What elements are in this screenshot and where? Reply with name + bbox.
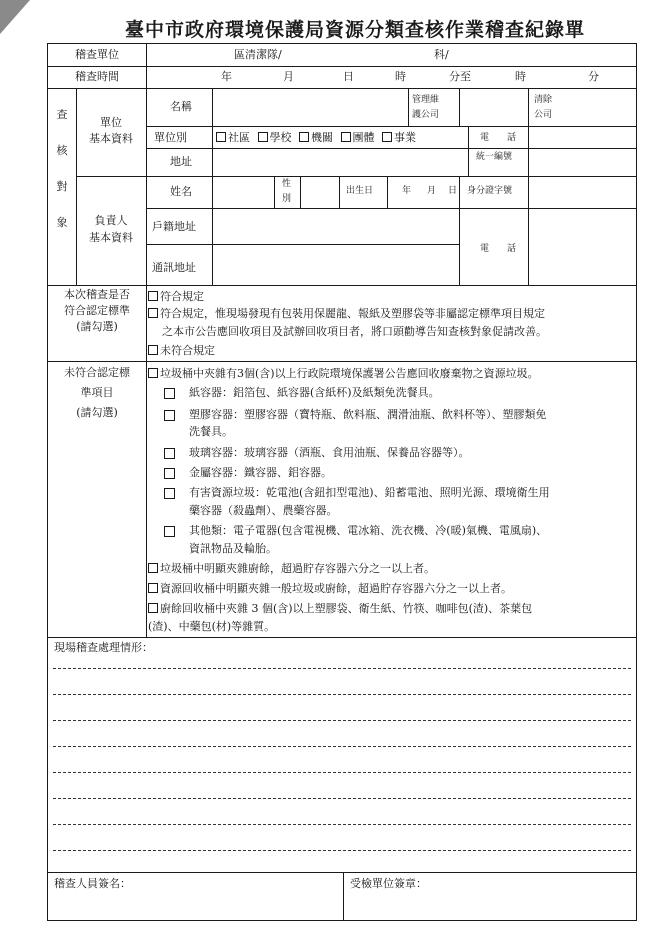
time-label: 稽查時間	[75, 70, 119, 83]
rule-v-addr	[212, 148, 213, 176]
unit-category-label: 單位別	[154, 131, 187, 144]
compliance-label-1: 本次稽查是否	[64, 288, 130, 301]
rule-v-mgmt-left	[408, 88, 409, 126]
subject-side-char-4: 象	[56, 216, 68, 229]
rule-label-col	[146, 44, 147, 285]
unit-team-text: 區清潔隊/	[234, 48, 282, 61]
id-number-label: 身分證字號	[467, 186, 513, 196]
inspector-signature-label: 稽查人員簽名：	[54, 877, 131, 890]
sub-item-glass-checkbox[interactable]	[164, 448, 175, 459]
checkbox[interactable]	[258, 132, 268, 142]
noncompliance-item-2[interactable]	[148, 562, 435, 576]
rule-v-birth-right	[387, 176, 388, 208]
rule-v-id-right	[528, 176, 529, 285]
sub-item-other-label-1: 其他類：電子電器(包含電視機、電冰箱、洗衣機、冷(暖)氣機、電風扇)、	[189, 524, 548, 537]
rule-address-bottom	[76, 176, 636, 177]
household-address-label: 戶籍地址	[152, 220, 196, 233]
compliance-option-1-label: 符合規定	[160, 290, 204, 303]
sub-item-hazardous-checkbox[interactable]	[164, 488, 175, 499]
rule-time-bottom	[48, 88, 636, 89]
rule-v-cat	[212, 88, 213, 148]
rule-name-bottom	[146, 126, 636, 127]
checkbox[interactable]	[148, 583, 158, 593]
noncompliance-label-1: 未符合認定標	[64, 366, 130, 379]
rule-signature-divider	[343, 872, 344, 920]
category-options	[216, 131, 416, 145]
checkbox[interactable]	[216, 132, 226, 142]
rule-v-clean-left	[528, 88, 529, 176]
cleaning-label-2: 公司	[534, 110, 553, 120]
mgmt-label-1: 管理維	[412, 95, 440, 105]
sub-item-plastic-checkbox[interactable]	[164, 410, 175, 421]
noncompliance-item-4-label-2: (渣)、中藥包(材)等雜質。	[148, 620, 276, 633]
sub-item-metal-label: 金屬容器：鐵容器、鋁容器。	[189, 466, 332, 479]
birth-year: 年	[402, 186, 412, 196]
noncompliance-main-item[interactable]	[148, 367, 539, 381]
owner-section-label-1: 負責人	[94, 214, 128, 227]
onsite-line[interactable]	[53, 850, 631, 851]
sub-item-glass-label: 玻璃容器：玻璃容器（酒瓶、食用油瓶、保養品容器等）。	[189, 446, 470, 459]
sub-item-metal-checkbox[interactable]	[164, 468, 175, 479]
sub-item-hazardous-label-2: 藥容器（殺蟲劑）、農藥容器。	[189, 504, 338, 517]
birth-month: 月	[427, 186, 437, 196]
time-year: 年	[221, 70, 232, 83]
compliance-option-2-label-1: 符合規定，惟現場發現有包裝用保麗龍、報紙及塑膠袋等非屬認定標準項目規定	[160, 307, 545, 320]
onsite-label: 現場稽查處理情形：	[54, 641, 153, 654]
noncompliance-main-item-label: 垃圾桶中夾雜有3個(含)以上行政院環境保護署公告應回收廢棄物之資源垃圾。	[160, 367, 539, 380]
time-month: 月	[283, 70, 294, 83]
onsite-line[interactable]	[53, 772, 631, 773]
compliance-option-3[interactable]	[148, 344, 215, 358]
noncompliance-item-3-label: 資源回收桶中明顯夾雜一般垃圾或廚餘，超過貯存容器六分之一以上者。	[160, 582, 512, 595]
page-fold-corner	[0, 0, 30, 34]
onsite-line[interactable]	[53, 798, 631, 799]
rule-v-owner	[212, 176, 213, 285]
compliance-option-2-label-2: 之本市公告應回收項目及試辦回收項目者，將口頭勸導告知查核對象促請改善。	[162, 325, 547, 338]
category-agency[interactable]	[299, 131, 333, 144]
checkbox[interactable]	[382, 132, 392, 142]
time-day: 日	[343, 70, 354, 83]
unit-name-label: 名稱	[170, 100, 192, 113]
gender-label-2: 別	[282, 194, 292, 204]
category-business-label: 事業	[394, 131, 416, 144]
rule-v-birth-left	[339, 176, 340, 208]
checkbox[interactable]	[299, 132, 309, 142]
tax-id-label: 統一編號	[476, 152, 513, 162]
birth-day: 日	[448, 186, 458, 196]
checkbox[interactable]	[148, 345, 158, 355]
checkbox[interactable]	[148, 291, 158, 301]
time-hour: 時	[395, 70, 406, 83]
rule-owner-name-bottom	[146, 208, 636, 209]
category-group[interactable]	[341, 131, 375, 144]
compliance-option-3-label: 未符合規定	[160, 344, 215, 357]
compliance-option-1[interactable]	[148, 290, 204, 304]
unit-phone-label: 電 話	[480, 133, 517, 143]
unit-section-label-2: 基本資料	[89, 132, 133, 145]
time-hour-2: 時	[515, 70, 526, 83]
rule-subject-bottom	[48, 285, 636, 286]
unit-section-label-1: 單位	[100, 116, 122, 129]
rule-v-gender-left	[274, 176, 275, 208]
inspection-form	[47, 43, 637, 921]
time-minute-to: 分至	[449, 70, 471, 83]
noncompliance-item-4-label-1: 廚餘回收桶中夾雜 3 個(含)以上塑膠袋、衛生紙、竹筷、咖啡包(渣)、茶葉包	[160, 602, 533, 615]
noncompliance-label-2: 準項目	[80, 386, 114, 399]
checkbox[interactable]	[148, 308, 158, 318]
sub-item-other-label-2: 資訊物品及輪胎。	[189, 542, 277, 555]
mgmt-label-2: 護公司	[412, 110, 440, 120]
sub-item-paper-label: 紙容器：鋁箔包、紙容器(含紙杯)及紙類免洗餐具。	[189, 386, 440, 399]
noncompliance-item-3[interactable]	[148, 582, 512, 596]
gender-label-1: 性	[282, 179, 292, 189]
sub-item-other-checkbox[interactable]	[164, 526, 175, 537]
rule-household-bottom	[146, 244, 459, 245]
compliance-option-2[interactable]	[148, 307, 545, 321]
category-business[interactable]	[382, 131, 416, 144]
compliance-label-3: (請勾選)	[76, 320, 118, 333]
birth-label: 出生日	[346, 186, 374, 196]
sub-item-paper-checkbox[interactable]	[164, 388, 175, 399]
owner-name-label: 姓名	[170, 185, 192, 198]
rule-v-gender-right	[300, 176, 301, 208]
rule-v-mgmt-right	[459, 88, 460, 126]
checkbox[interactable]	[148, 603, 158, 613]
unit-label: 稽查單位	[75, 48, 119, 61]
rule-v-phone-left	[468, 126, 469, 176]
category-school-label: 學校	[269, 131, 292, 144]
mailing-address-label: 通訊地址	[152, 261, 196, 274]
category-school[interactable]	[258, 131, 292, 144]
checkbox[interactable]	[341, 132, 351, 142]
subject-side-char-3: 對	[56, 180, 68, 193]
form-title: 臺中市政府環境保護局資源分類查核作業稽查紀錄單	[124, 19, 585, 41]
onsite-line[interactable]	[53, 746, 631, 747]
rule-v-id-left	[459, 176, 460, 285]
onsite-line[interactable]	[53, 694, 631, 695]
unit-address-label: 地址	[170, 155, 192, 168]
checkbox[interactable]	[148, 563, 158, 573]
sub-item-hazardous-label-1: 有害資源垃圾：乾電池(含鈕扣型電池)、鉛蓄電池、照明光源、環境衛生用	[189, 486, 550, 499]
onsite-line[interactable]	[53, 668, 631, 669]
onsite-line[interactable]	[53, 824, 631, 825]
inspected-signature-label: 受檢單位簽章：	[350, 877, 427, 890]
rule-unit-bottom	[48, 66, 636, 67]
owner-phone-label: 電 話	[480, 244, 517, 254]
onsite-line[interactable]	[53, 720, 631, 721]
rule-noncompliance-bottom	[48, 637, 636, 638]
checkbox[interactable]	[148, 368, 158, 378]
category-community[interactable]	[216, 131, 250, 144]
category-community-label: 社區	[228, 131, 250, 144]
compliance-label-2: 符合認定標準	[64, 304, 130, 317]
cleaning-label-1: 清除	[534, 95, 553, 105]
category-group-label: 團體	[352, 131, 375, 144]
subject-side-char-2: 核	[56, 144, 68, 157]
sub-item-plastic-label-1: 塑膠容器：塑膠容器（寶特瓶、飲料瓶、潤滑油瓶、飲料杯等）、塑膠類免	[189, 408, 547, 421]
noncompliance-item-4[interactable]	[148, 602, 532, 616]
rule-compliance-bottom	[48, 361, 636, 362]
owner-section-label-2: 基本資料	[89, 231, 133, 244]
subject-side-char-1: 查	[56, 108, 68, 121]
time-minute-2: 分	[588, 70, 599, 83]
rule-label-col-2	[146, 285, 147, 637]
noncompliance-label-3: (請勾選)	[76, 406, 118, 419]
sub-item-plastic-label-2: 洗餐具。	[189, 425, 233, 438]
noncompliance-item-2-label: 垃圾桶中明顯夾雜廚餘，超過貯存容器六分之一以上者。	[160, 562, 435, 575]
rule-category-bottom	[146, 148, 636, 149]
rule-onsite-bottom	[48, 872, 636, 873]
unit-section-text: 科/	[434, 48, 449, 61]
category-agency-label: 機關	[311, 131, 333, 144]
